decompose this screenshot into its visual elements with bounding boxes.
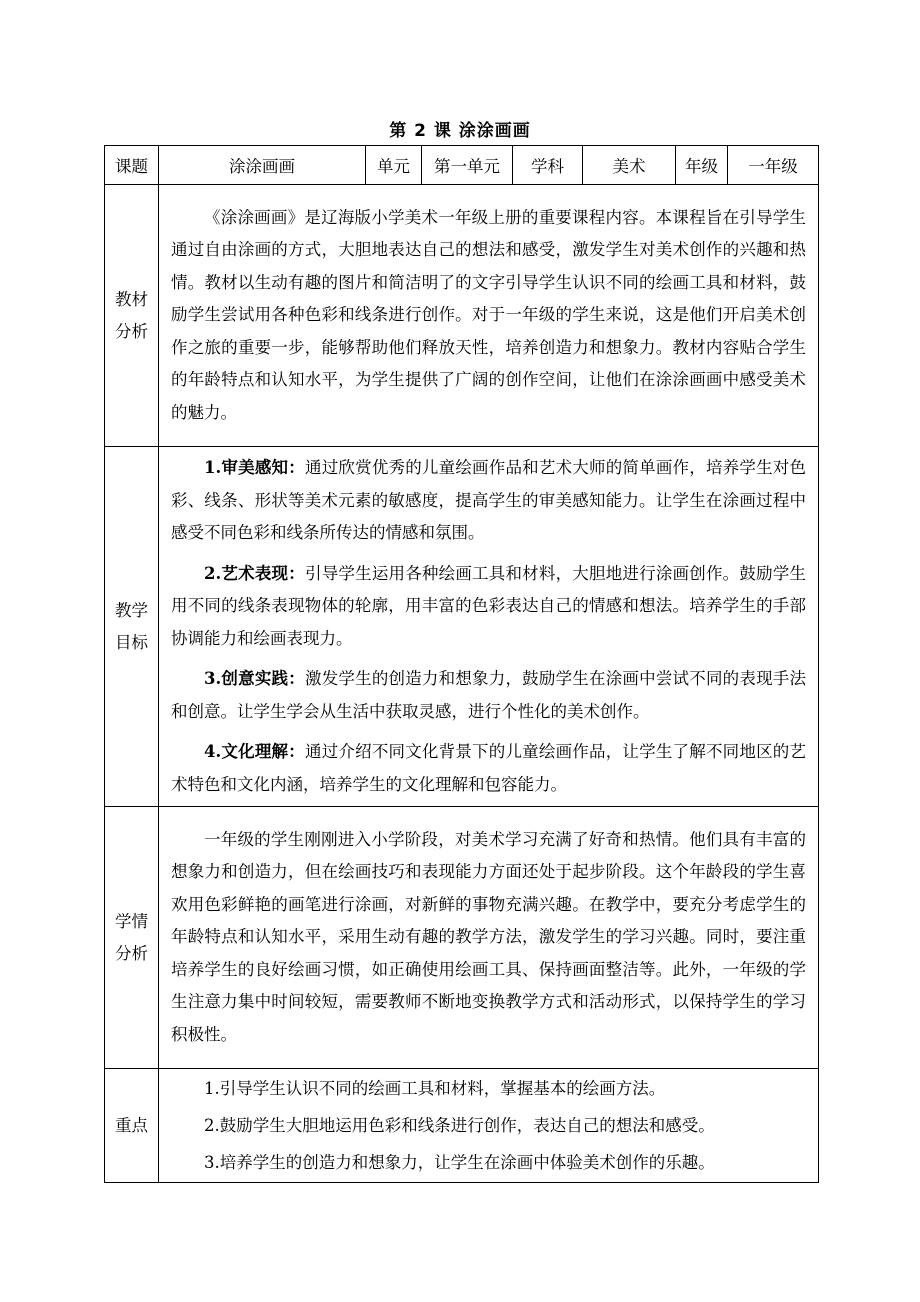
label-line: 目标	[115, 632, 148, 652]
textbook-analysis-text: 《涂涂画画》是辽海版小学美术一年级上册的重要课程内容。本课程旨在引导学生通过自由涂画的方式，大胆地表达自己的想法和感受，激发学生对美术创作的兴趣和热情。教材以生动有趣的图片和简洁明了的文字引导学生认识不同的绘画工具和材料，鼓励学生尝试用各种色彩和线条进行创作。对于一年级的学生来说，这是他们开启美术创作之旅的重要一步，能够帮助他们释放天性，培养创造力和想象力。教材内容贴合学生的年龄特点和认知水平，为学生提供了广阔的创作空间，让他们在涂涂画画中感受美术的魅力。	[171, 207, 806, 422]
row-teaching-goals	[105, 447, 819, 807]
label-unit: 单元	[366, 146, 422, 185]
goal-heading: 2.艺术表现：	[204, 563, 305, 583]
goal-heading: 1.审美感知：	[204, 458, 305, 477]
header-row	[105, 146, 819, 185]
key-point-item: 2.鼓励学生大胆地运用色彩和线条进行创作，表达自己的想法和感受。	[204, 1116, 715, 1135]
goal-item	[171, 452, 806, 550]
goal-item	[171, 736, 806, 801]
key-point-item: 1.引导学生认识不同的绘画工具和材料，掌握基本的绘画方法。	[204, 1079, 666, 1098]
label-subject: 学科	[513, 146, 583, 185]
grade-value: 一年级	[728, 146, 819, 185]
label-topic: 课题	[105, 146, 159, 185]
lesson-plan-table	[104, 145, 819, 1183]
goal-item	[171, 558, 806, 656]
label-grade: 年级	[676, 146, 728, 185]
learner-analysis-cell	[159, 807, 819, 1069]
page-title: 第 2 课 涂涂画画	[389, 121, 531, 141]
label-line: 教学	[115, 600, 148, 620]
label-line: 学情	[115, 911, 148, 931]
row-learner-analysis	[105, 807, 819, 1069]
goal-body: 通过欣赏优秀的儿童绘画作品和艺术大师的简单画作，培养学生对色彩、线条、形状等美术元素的敏感度，提高学生的审美感知能力。让学生在涂画过程中感受不同色彩和线条所传达的情感和氛围。	[171, 458, 807, 542]
goal-body: 通过介绍不同文化背景下的儿童绘画作品，让学生了解不同地区的艺术特色和文化内涵，培养学生的文化理解和包容能力。	[171, 742, 807, 794]
goal-heading: 3.创意实践：	[204, 669, 305, 688]
key-points-cell	[159, 1069, 819, 1183]
label-key-points: 重点	[105, 1069, 159, 1183]
goal-heading: 4.文化理解：	[204, 742, 305, 761]
goal-body: 引导学生运用各种绘画工具和材料，大胆地进行涂画创作。鼓励学生用不同的线条表现物体的轮廓，用丰富的色彩表达自己的情感和想法。培养学生的手部协调能力和绘画表现力。	[171, 563, 807, 648]
goal-body: 激发学生的创造力和想象力，鼓励学生在涂画中尝试不同的表现手法和创意。让学生学会从生活中获取灵感，进行个性化的美术创作。	[171, 669, 807, 721]
topic-value: 涂涂画画	[159, 146, 366, 185]
label-textbook-analysis	[105, 185, 159, 447]
unit-value: 第一单元	[422, 146, 513, 185]
key-point-item: 3.培养学生的创造力和想象力，让学生在涂画中体验美术创作的乐趣。	[204, 1153, 715, 1172]
teaching-goals-cell	[159, 447, 819, 807]
goal-item	[171, 663, 806, 728]
row-key-points	[105, 1069, 819, 1183]
row-textbook-analysis	[105, 185, 819, 447]
label-teaching-goals	[105, 447, 159, 807]
textbook-analysis-cell	[159, 185, 819, 447]
subject-value: 美术	[583, 146, 676, 185]
label-line: 分析	[115, 943, 148, 963]
label-learner-analysis	[105, 807, 159, 1069]
label-line: 分析	[115, 321, 148, 341]
label-line: 教材	[115, 289, 148, 309]
learner-analysis-text: 一年级的学生刚刚进入小学阶段，对美术学习充满了好奇和热情。他们具有丰富的想象力和创造力，但在绘画技巧和表现能力方面还处于起步阶段。这个年龄段的学生喜欢用色彩鲜艳的画笔进行涂画，对新鲜的事物充满兴趣。在教学中，要充分考虑学生的年龄特点和认知水平，采用生动有趣的教学方法，激发学生的学习兴趣。同时，要注重培养学生的良好绘画习惯，如正确使用绘画工具、保持画面整洁等。此外，一年级的学生注意力集中时间较短，需要教师不断地变换教学方式和活动形式，以保持学生的学习积极性。	[171, 829, 806, 1044]
